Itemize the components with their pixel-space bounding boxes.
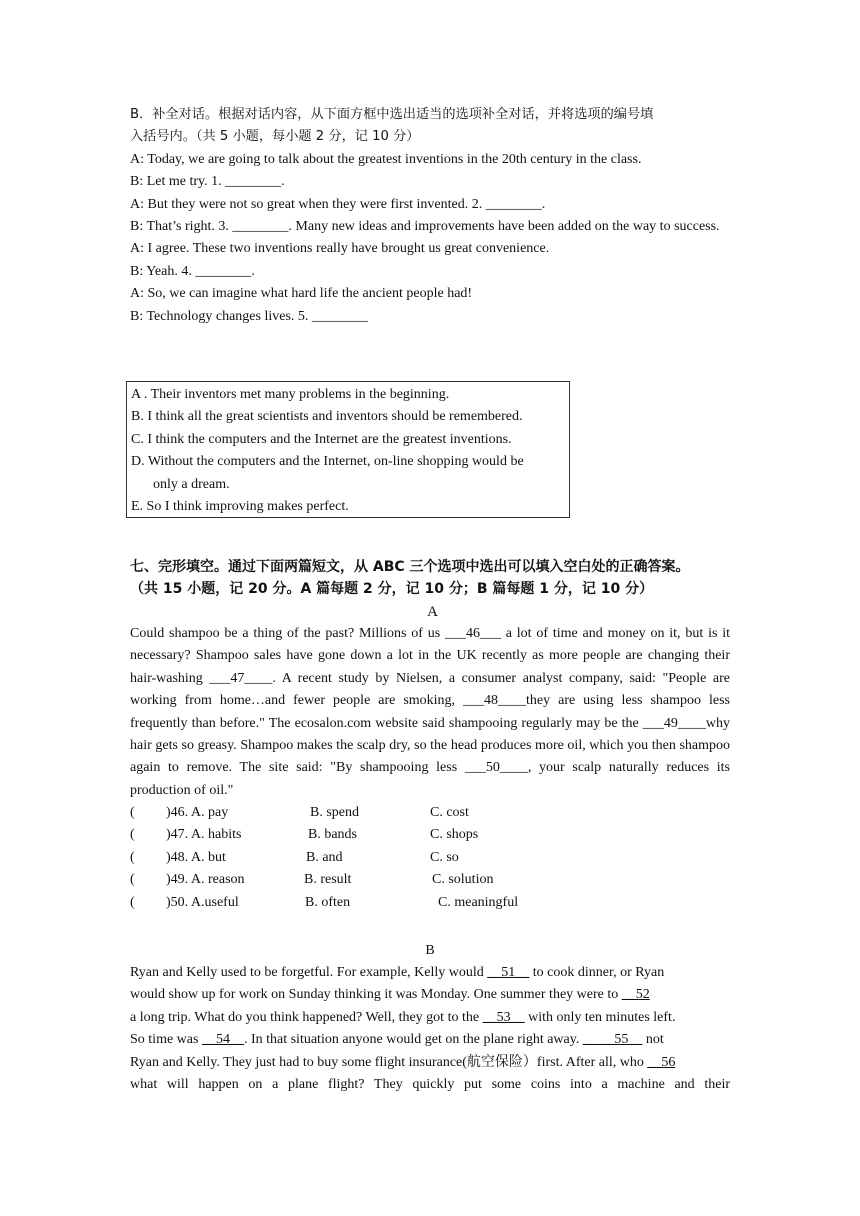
passage-b-line: Ryan and Kelly. They just had to buy some flight insurance(航空保险）first. After all, who __56 xyxy=(130,1054,676,1070)
dialogue-line: A: But they were not so great when they were first invented. 2. ________. xyxy=(130,196,546,212)
section-7-header xyxy=(130,556,735,623)
dialogue-line: A: Today, we are going to talk about the greatest inventions in the 20th century in the class. xyxy=(130,151,642,167)
question-option-a: )50. A.useful xyxy=(166,894,239,910)
passage-a-label: A xyxy=(427,603,438,620)
passage-b-line: a long trip. What do you think happened? Well, they got to the __53__ with only ten minutes left. xyxy=(130,1009,676,1025)
section-b-instruction-cont: 入括号内。（共 5 小题，每小题 2 分，记 10 分） xyxy=(130,129,420,145)
question-option-c: C. shops xyxy=(430,827,479,843)
option-item: A . Their inventors met many problems in the beginning. xyxy=(131,387,450,402)
question-option-b: B. bands xyxy=(308,827,357,843)
option-item: E. So I think improving makes perfect. xyxy=(131,499,349,515)
question-option-b: B. spend xyxy=(310,805,359,820)
dialogue-line: B: Yeah. 4. ________. xyxy=(130,263,255,279)
section-7-title: 七、完形填空。通过下面两篇短文，从 ABC 三个选项中选出可以填入空白处的正确答案。 xyxy=(130,559,690,575)
question-option-c: C. solution xyxy=(432,872,494,888)
question-option-c: C. meaningful xyxy=(438,894,519,910)
section-7-scoring: （共 15 小题，记 20 分。A 篇每题 2 分，记 10 分；B 篇每题 1 分，记 10 分） xyxy=(130,581,654,598)
passage-b xyxy=(130,962,730,1096)
blank-56: __56 xyxy=(647,1054,676,1070)
section-b xyxy=(130,104,730,328)
passage-a: Could shampoo be a thing of the past? Millions of us ___46___ a lot of time and money on it, but is it necessary? Shampoo sales have gone down a lot in the UK recently as more people are changing their hair-washing ___47____. A recent study by Nielsen, a consumer analyst company, said: "People are working from home…and fewer people are smoking, ___48____they are using less shampoo less frequently than before." The ecosalon.com website said shampooing regularly may be the ___49____why hair gets so greasy. Shampoo makes the scalp dry, so the head produces more oil, which you then shampoo again to remove. The site said: "By shampooing less ___50____, your scalp naturally reduces its production of oil." xyxy=(130,626,730,798)
options-box xyxy=(126,381,570,518)
question-option-c: C. cost xyxy=(430,805,469,820)
section-b-instruction: B．补全对话。根据对话内容，从下面方框中选出适当的选项补全对话，并将选项的编号填 xyxy=(130,107,654,122)
passage-b-line: what will happen on a plane flight? They quickly put some coins into a machine and their xyxy=(130,1077,730,1093)
dialogue-line: B: Technology changes lives. 5. ________ xyxy=(130,308,368,324)
passage-b-line: So time was __54__. In that situation anyone would get on the plane right away. __ __55__ not xyxy=(130,1032,664,1048)
dialogue-line: B: Let me try. 1. ________. xyxy=(130,174,285,190)
question-option-a: )46. A. pay xyxy=(166,805,229,820)
question-option-b: B. often xyxy=(305,894,351,910)
blank-52: __52 xyxy=(621,987,650,1003)
question-option-a: )47. A. habits xyxy=(166,827,242,843)
option-item: B. I think all the great scientists and inventors should be remembered. xyxy=(131,409,523,425)
blank-54: __54__ xyxy=(201,1032,244,1048)
blank-51: __51__ xyxy=(487,965,530,980)
option-item-cont: only a dream. xyxy=(153,476,230,492)
dialogue-line: B: That’s right. 3. ________. Many new ideas and improvements have been added on the way to success. xyxy=(130,219,720,235)
question-option-b: B. and xyxy=(306,849,343,865)
passage-b-line: Ryan and Kelly used to be forgetful. For example, Kelly would __51__ to cook dinner, or Ryan xyxy=(130,965,665,980)
question-option-a: )49. A. reason xyxy=(166,872,245,888)
option-item: D. Without the computers and the Internet, on-line shopping would be xyxy=(131,454,524,470)
dialogue-line: A: So, we can imagine what hard life the ancient people had! xyxy=(130,286,473,302)
question-option-b: B. result xyxy=(304,872,352,888)
blank-55: __ __55__ xyxy=(582,1032,643,1048)
question-option-c: C. so xyxy=(430,849,459,865)
option-item: C. I think the computers and the Internet are the greatest inventions. xyxy=(131,431,512,447)
passage-b-label: B xyxy=(425,943,435,958)
passage-b-line: would show up for work on Sunday thinking it was Monday. One summer they were to __52 xyxy=(130,987,650,1003)
blank-53: __53__ xyxy=(482,1009,525,1025)
question-option-a: )48. A. but xyxy=(166,849,226,865)
dialogue-line: A: I agree. These two inventions really have brought us great convenience. xyxy=(130,241,550,257)
